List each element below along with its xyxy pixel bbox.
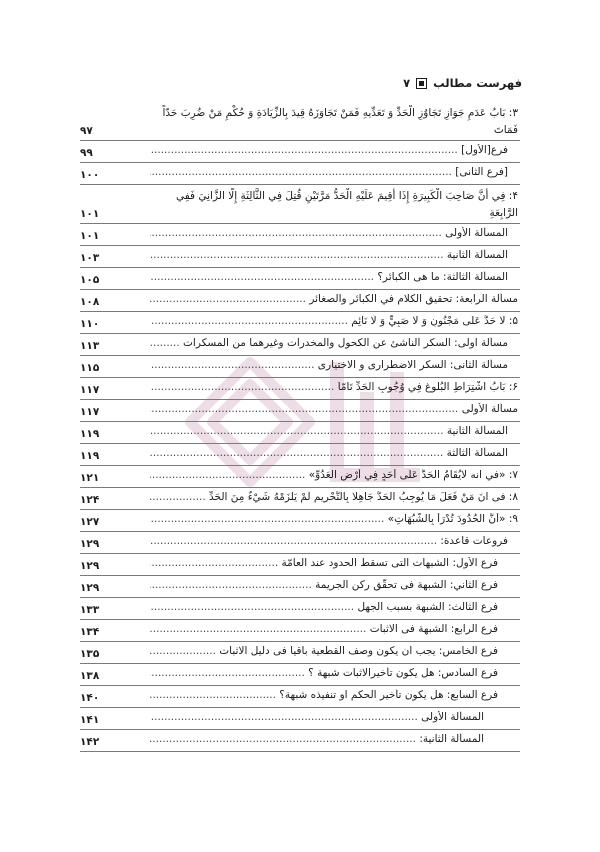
toc-entry[interactable] — [80, 488, 520, 510]
toc-entry-title: المسألة الثانية ..... — [150, 249, 508, 261]
toc-entry-page: ۱۱۷ — [80, 384, 100, 396]
toc-entry[interactable] — [80, 378, 520, 400]
toc-entry-title: المسألة الثانية ..... — [150, 425, 508, 437]
toc-entry-page: ۱۱۹ — [80, 428, 100, 440]
toc-entry-page: ۱۳۸ — [80, 670, 100, 682]
toc-entry[interactable] — [80, 141, 520, 163]
toc-entry[interactable] — [80, 422, 520, 444]
toc-entry[interactable] — [80, 356, 520, 378]
toc-entry[interactable] — [80, 466, 520, 488]
toc-entry-title: المسألة الأولى ..... — [150, 711, 484, 723]
square-ornament-icon — [416, 78, 427, 89]
toc-entry-page: ۱۲۹ — [80, 582, 100, 594]
toc-entry-title: فرع السادس: هل يكون تأخيرالاثبات شبهة ؟ ..... — [150, 667, 498, 679]
toc-entry-page: ۱۰۱ — [80, 230, 100, 242]
toc-entry-page: ۱۱۵ — [80, 362, 100, 374]
toc-entry[interactable] — [80, 185, 520, 224]
toc-entry-title: فرع السابع: هل يكون تأخير الحكم او تنفيذه شبهة؟ ..... — [150, 689, 498, 701]
toc-entry-title: المسألة الأولى ..... — [150, 227, 508, 239]
header-title: فهرست مطالب — [433, 76, 522, 90]
toc-entry[interactable] — [80, 290, 520, 312]
toc-entry-title: فرع الثالث: الشبهة بسبب الجهل ..... — [150, 601, 498, 613]
toc-entry[interactable] — [80, 554, 520, 576]
toc-entry-page: ۱۲۷ — [80, 516, 100, 528]
toc-entry-page: ۱۴۰ — [80, 692, 100, 704]
toc-entry[interactable] — [80, 224, 520, 246]
toc-entry-title: المسألة الثالثة: ما هی الكبائر؟ ..... — [150, 271, 508, 283]
toc-entry[interactable] — [80, 400, 520, 422]
toc-entry-title: المسألة الثالثة ..... — [150, 447, 508, 459]
toc-entry-page: ۱۲۹ — [80, 538, 100, 550]
toc-entry-page: ۱۳۴ — [80, 626, 100, 638]
toc-entry-title: ۶: بَابُ اشْتِرَاطِ الْبُلُوغِ فِي وُجُوبِ الْحَدِّ تَامّاً ..... — [150, 381, 518, 393]
toc-entry-page: ۱۰۵ — [80, 274, 100, 286]
toc-entry-page: ۱۳۳ — [80, 604, 100, 616]
toc-entry[interactable] — [80, 576, 520, 598]
toc-entry[interactable] — [80, 163, 520, 185]
toc-entry-title: مسألة اولی: السكر الناشئ عن الكحول والمخدرات وغيرهما من المسكرات ..... — [150, 337, 508, 349]
toc-entry[interactable] — [80, 730, 520, 752]
toc-entry[interactable] — [80, 598, 520, 620]
toc-entry[interactable] — [80, 246, 520, 268]
toc-entry-page: ۱۰۱ — [80, 208, 100, 220]
toc-entry[interactable] — [80, 664, 520, 686]
toc-entry-title: فرع[الأول] ..... — [150, 144, 508, 156]
toc-entry-page: ۱۰۸ — [80, 296, 100, 308]
toc-entry-page: ۱۱۹ — [80, 450, 100, 462]
toc-entry-title: ۴: فِي أَنَّ صَاحِبَ الْكَبِيرَةِ إِذَا أُقِيمَ عَلَيْهِ الْحَدُّ مَرَّتَيْنِ قُتِلَ فِي الثَّالِثَةِ إِلَّا الزَّانِيَ فَفِي الرَّابِعَةِ — [175, 190, 518, 219]
toc-entry-page: ۱۳۵ — [80, 648, 100, 660]
toc-entry-title: ۷: «في انه لايُقَامُ الْحَدُّ عَلَى أَحَدٍ فِي أَرْضِ الْعَدُوِّ» ..... — [150, 469, 518, 481]
toc-entry-page: ۹۷ — [80, 125, 93, 137]
toc-entry-title: ۵: لَا حَدَّ عَلَى مَجْنُونٍ وَ لَا صَبِيٍّ وَ لَا نَائِمٍ ..... — [150, 315, 518, 327]
toc-entry[interactable] — [80, 686, 520, 708]
toc-entry-title: مسألة الثانی: السكر الاضطراری و الاختیاری ..... — [150, 359, 508, 371]
toc-entry-page: ۱۴۲ — [80, 736, 100, 748]
toc-entry-title: ۳: بَابُ عَدَمِ جَوَازِ تَجَاوُزِ الْحَدِّ وَ تَعَدِّيهِ فَمَنْ تَجَاوَزَهُ قِيدَ بِالزِّيَادَةِ وَ حُكْمِ مَنْ ضُرِبَ حَدّاً فَمَاتَ — [162, 107, 518, 136]
toc-entry[interactable] — [80, 312, 520, 334]
toc-entry[interactable] — [80, 620, 520, 642]
toc-entry-page: ۱۰۰ — [80, 169, 100, 181]
toc-entry-page: ۱۴۱ — [80, 714, 100, 726]
toc-entry-title: فرع الثاني: الشبهة فی تحقّق ركن الجريمة ..... — [150, 579, 498, 591]
toc-entry[interactable] — [80, 532, 520, 554]
toc-entry-page: ۱۰۳ — [80, 252, 100, 264]
toc-entry[interactable] — [80, 268, 520, 290]
toc-entry-page: ۹۹ — [80, 147, 93, 159]
toc-entry[interactable] — [80, 510, 520, 532]
toc-entry-title: فرع الرابع: الشبهة فی الاثبات ..... — [150, 623, 498, 635]
toc-entry[interactable] — [80, 334, 520, 356]
header-page-number: ۷ — [403, 76, 411, 90]
toc-entry-title: [فرع الثانی] ..... — [150, 166, 508, 178]
toc-entry[interactable] — [80, 642, 520, 664]
toc-entry-title: ۸: فی انَ مَنْ فَعَلَ مَا يُوجِبُ الْحَدَّ جَاهِلًا بِالتَّحْرِيمِ لَمْ يَلْزَمْهُ شَيْءٌ مِنَ الْحَدِّ ..... — [150, 491, 518, 503]
toc-entry-page: ۱۲۱ — [80, 472, 100, 484]
toc-entry-page: ۱۱۳ — [80, 340, 100, 352]
table-of-contents — [80, 102, 520, 752]
toc-entry[interactable] — [80, 444, 520, 466]
toc-entry-title: فرع الأول: الشبهات التی تسقط الحدود عند العامّة ..... — [150, 557, 498, 569]
toc-entry-title: ۹: «أَنَّ الْحُدُودَ تُدْرَأُ بِالشُّبُهَاتِ» ..... — [150, 513, 518, 525]
page-header — [403, 76, 522, 90]
toc-entry-title: فروعات قاعدة: ..... — [150, 535, 508, 547]
toc-entry[interactable] — [80, 102, 520, 141]
toc-entry[interactable] — [80, 708, 520, 730]
toc-entry-title: مسألة الرابعة: تحقيق الكلام في الكبائر والصغائر ..... — [150, 293, 518, 305]
toc-entry-title: المسألة الثانية: ..... — [150, 733, 484, 745]
toc-entry-title: مسألة الأولى ..... — [150, 403, 518, 415]
toc-entry-title: فرع الخامس: يجب ان يكون وصف القطعية باقياً فی دليل الاثبات ..... — [150, 645, 498, 657]
toc-entry-page: ۱۲۴ — [80, 494, 100, 506]
toc-entry-page: ۱۱۰ — [80, 318, 100, 330]
toc-entry-page: ۱۱۷ — [80, 406, 100, 418]
toc-entry-page: ۱۲۹ — [80, 560, 100, 572]
